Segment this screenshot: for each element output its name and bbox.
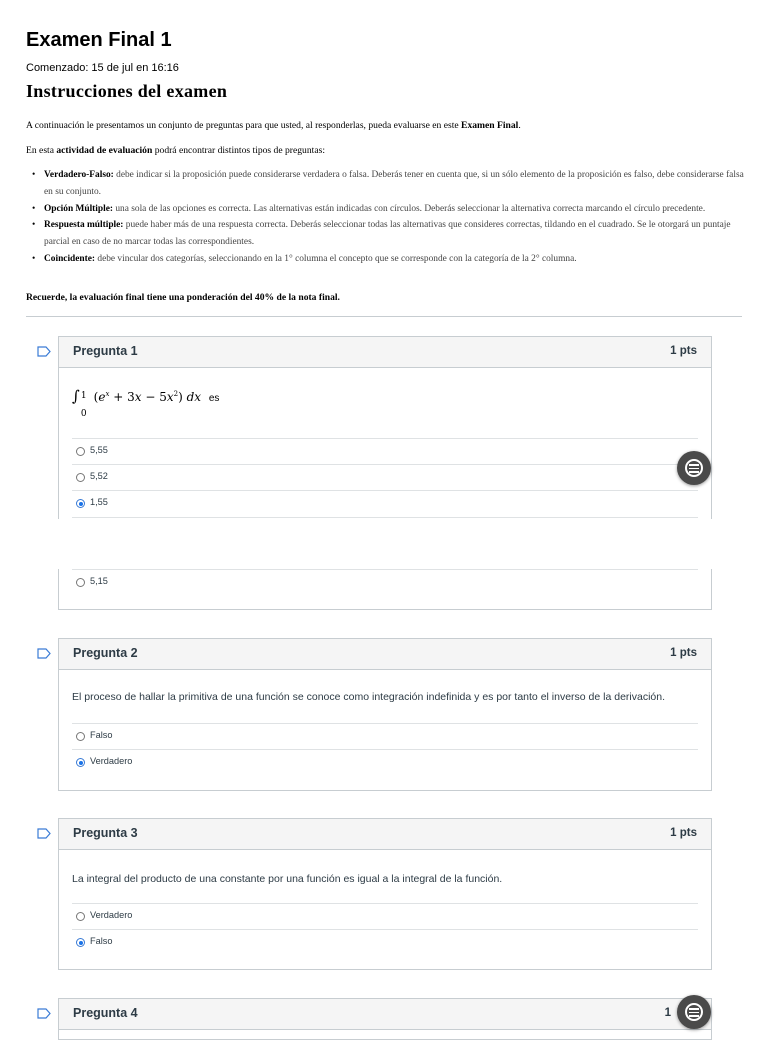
question-header (59, 999, 711, 1030)
question-title: Pregunta 4 (73, 1006, 138, 1020)
answer-option[interactable] (72, 929, 698, 956)
list-item: • Verdadero-Falso: debe indicar si la proposición puede considerarse verdadera o falsa. Deberás tener en cuenta que, si un sólo elemento de la proposición es falso, debe considerarse falsa en su conjunto. (26, 167, 744, 201)
question-points: 1 (664, 1007, 671, 1019)
question-1-continued (58, 569, 712, 610)
question-header (59, 639, 711, 670)
exam-start-time: Comenzado: 15 de jul en 16:16 (26, 62, 179, 74)
question-header (59, 337, 711, 368)
question-3 (58, 818, 712, 970)
question-header (59, 819, 711, 850)
radio-button[interactable] (76, 473, 85, 482)
radio-button[interactable] (76, 912, 85, 921)
answer-label: Falso (90, 936, 113, 946)
reminder-note: Recuerde, la evaluación final tiene una ponderación del 40% de la nota final. (26, 292, 340, 303)
answer-option[interactable] (72, 464, 698, 491)
question-text-suffix: es (208, 393, 220, 404)
question-1 (58, 336, 712, 519)
question-text: El proceso de hallar la primitiva de una función se conoce como integración indefinida y es por tanto el inverso de la derivación. (72, 691, 666, 703)
question-4 (58, 998, 712, 1040)
divider (26, 316, 742, 317)
answer-label: Verdadero (90, 910, 133, 920)
radio-button[interactable] (76, 578, 85, 587)
answer-label: 5,15 (90, 576, 108, 586)
instructions-intro: A continuación le presentamos un conjunto de preguntas para que usted, al responderlas, pueda evaluarse en este Examen Final. (26, 120, 521, 131)
question-points: 1 pts (670, 827, 697, 839)
question-2 (58, 638, 712, 791)
question-title: Pregunta 3 (73, 826, 138, 840)
question-points: 1 pts (670, 647, 697, 659)
question-title: Pregunta 1 (73, 344, 138, 358)
radio-button-selected[interactable] (76, 938, 85, 947)
answer-option[interactable] (72, 569, 698, 596)
list-item: • Respuesta múltiple: puede haber más de una respuesta correcta. Deberás seleccionar todas las alternativas que consideres correctas, tildando en el cuadrado. Se le otorgará un puntaje parcial en caso de no marcar todas las correspondientes. (26, 217, 744, 251)
answer-label: 1,55 (90, 497, 108, 507)
chat-bubble-icon[interactable] (677, 451, 711, 485)
question-points: 1 pts (670, 345, 697, 357)
answer-label: 5,55 (90, 445, 108, 455)
answer-label: Falso (90, 730, 113, 740)
question-types-list (26, 167, 744, 268)
question-title: Pregunta 2 (73, 646, 138, 660)
radio-button-selected[interactable] (76, 758, 85, 767)
instructions-heading: Instrucciones del examen (26, 81, 228, 101)
answer-option[interactable] (72, 490, 698, 518)
bookmark-flag-icon[interactable] (37, 648, 51, 659)
integral-expression: ∫ 1 0 $(e^x + 3x - 5x^2)$ dx es (72, 387, 220, 419)
bookmark-flag-icon[interactable] (37, 1008, 51, 1019)
answer-option[interactable] (72, 749, 698, 776)
list-item: • Coincidente: debe vincular dos categorías, seleccionando en la 1° columna el concepto que se corresponde con la categoría de la 2° columna. (26, 251, 744, 268)
answer-label: Verdadero (90, 756, 133, 766)
radio-button-selected[interactable] (76, 499, 85, 508)
answer-option[interactable] (72, 903, 698, 930)
radio-button[interactable] (76, 732, 85, 741)
question-text: La integral del producto de una constante por una función es igual a la integral de la función. (72, 873, 503, 885)
bookmark-flag-icon[interactable] (37, 828, 51, 839)
answer-label: 5,52 (90, 471, 108, 481)
instructions-types: En esta actividad de evaluación podrá encontrar distintos tipos de preguntas: (26, 145, 325, 156)
answer-option[interactable] (72, 438, 698, 465)
exam-title: Examen Final 1 (26, 29, 172, 51)
bookmark-flag-icon[interactable] (37, 346, 51, 357)
radio-button[interactable] (76, 447, 85, 456)
list-item: • Opción Múltiple: una sola de las opciones es correcta. Las alternativas están indicadas con círculos. Deberás seleccionar la alternativa correcta marcando el círculo precedente. (26, 201, 744, 218)
answer-option[interactable] (72, 723, 698, 750)
